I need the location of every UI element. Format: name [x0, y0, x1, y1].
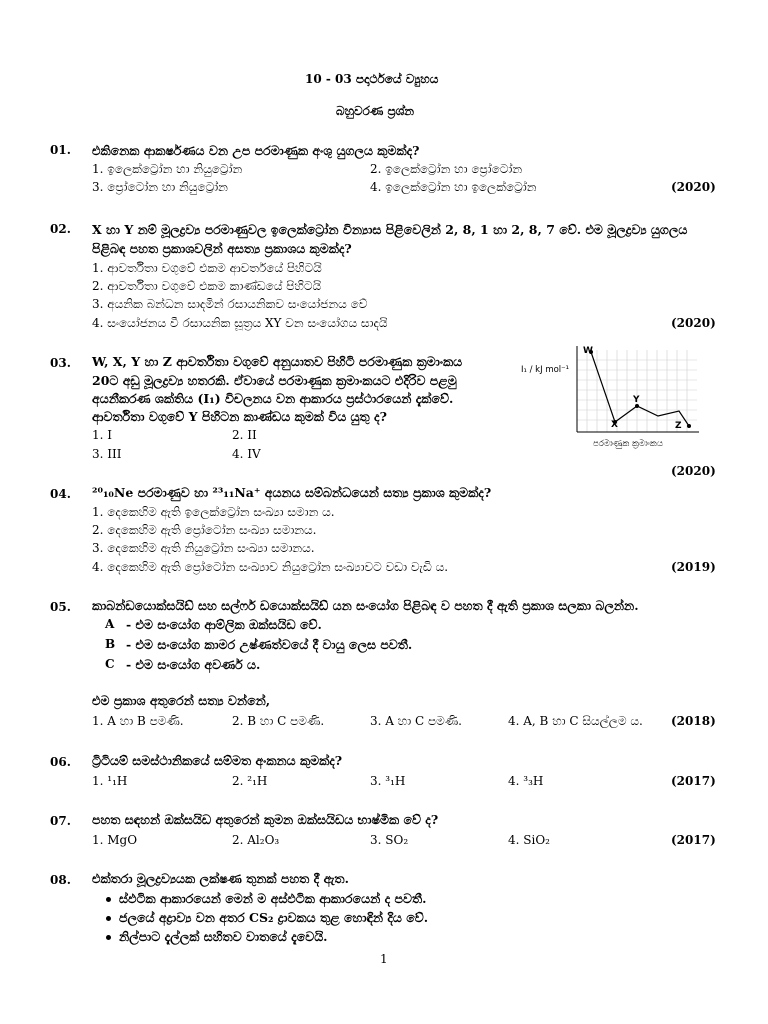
- option-2: 2. Al₂O₃: [232, 833, 280, 847]
- option-2: 2. ඉලෙක්ට්‍රෝන හා ප්‍රෝටෝන: [370, 162, 523, 176]
- question-number: 08.: [50, 873, 71, 887]
- bullet-icon: [106, 897, 111, 902]
- bullet-icon: [106, 916, 111, 921]
- question-text: පහත සඳහන් ඔක්සයිඩ අතුරෙන් කුමන ඔක්සයිඩය භාෂ්මික වේ ද?: [92, 812, 439, 827]
- graph-ylabel: I₁ / kJ mol⁻¹: [521, 365, 570, 375]
- statement-b-text: - එම සංයෝග කාමර උෂ්ණත්වයේ දී වායු ලෙස පවතී.: [126, 637, 413, 652]
- graph-label-x: X: [611, 420, 618, 430]
- statements-prompt: එම ප්‍රකාශ අතුරෙන් සත්‍ය වන්නේ,: [92, 693, 271, 708]
- question-text: එක්තරා මූලද්‍රව්‍යයක ලක්ෂණ තුනක් පහත දී ඇත.: [92, 871, 349, 886]
- statement-a-text: - එම සංයෝග ආම්ලික ඔක්සයිඩ වේ.: [126, 617, 322, 632]
- page-title: 10 - 03 පදාර්ථයේ ව්‍යුහය: [305, 72, 439, 86]
- option-2: 2. II: [232, 428, 257, 442]
- graph-label-w: W: [583, 346, 593, 356]
- option-2: 2. B හා C පමණි.: [232, 714, 325, 728]
- option-4: 4. දෙකෙහිම ඇති ප්‍රෝටෝන සංඛ්‍යාව නියුට්‍රෝන සංඛ්‍යාවට වඩා වැඩි ය.: [92, 560, 449, 574]
- option-1: 1. ඉලෙක්ට්‍රෝන හා නියුට්‍රෝන: [92, 162, 243, 176]
- question-number: 02.: [50, 222, 71, 236]
- page-subtitle: බහුවරණ ප්‍රශ්න: [336, 104, 415, 118]
- statement-c-label: C: [105, 657, 115, 671]
- option-3: 3. දෙකෙහිම ඇති නියුට්‍රෝන සංඛ්‍යා සමානය.: [92, 541, 315, 555]
- graph-line: [591, 352, 689, 426]
- option-1: 1. I: [92, 428, 113, 442]
- question-number: 04.: [50, 487, 71, 501]
- statement-c-text: - එම සංයෝග අවර්ණ ය.: [126, 657, 261, 672]
- question-year: (2017): [671, 774, 716, 788]
- question-text: ට්‍රිටියම් සමස්ථානිකයේ සම්මත අංකනය කුමක්ද?: [92, 753, 343, 768]
- question-number: 05.: [50, 600, 71, 614]
- question-text-line-4: ආවර්තිතා වගුවේ Y පිහිටන කාණ්ඩය කුමක් විය යුතු ද?: [92, 409, 387, 424]
- page-number: 1: [380, 952, 388, 966]
- option-4: 4. SiO₂: [508, 833, 550, 847]
- question-text-line-2: 20ට අඩු මූලද්‍රව්‍ය හතරකි. ඒවායේ පරමාණුක ක්‍රමාංකයට එදිරිව පළමු: [92, 373, 457, 388]
- bullet-item: [106, 929, 328, 945]
- option-4: 4. සංයෝජනය වී රසායනික සූත්‍රය XY වන සංයෝගය සාදයි: [92, 316, 388, 330]
- statement-b-label: B: [105, 637, 116, 651]
- question-text: ²⁰₁₀Ne පරමාණුව හා ²³₁₁Na⁺ අයනය සම්බන්ධයෙන් සත්‍ය ප්‍රකාශ කුමක්ද?: [92, 485, 492, 500]
- question-year: (2020): [671, 464, 716, 478]
- question-text-line-1: X හා Y නම් මූලද්‍රව්‍ය පරමාණුවල ඉලෙක්ට්‍රෝන වින්‍යාස පිළිවෙලින් 2, 8, 1 හා 2, 8, 7 වේ. එම මූලද්‍රව්‍ය යුගලය: [92, 222, 688, 237]
- question-number: 01.: [50, 143, 71, 157]
- option-4: 4. ³₃H: [508, 774, 544, 788]
- graph-point-z: [687, 424, 691, 428]
- question-text: කාබන්ඩයොක්සයිඩ් සහ සල්ෆර් ඩයොක්සයිඩ් යන සංයෝග පිළිබඳ ව පහත දී ඇති ප්‍රකාශ සලකා බලන්න.: [92, 598, 639, 613]
- option-1: 1. ¹₁H: [92, 774, 128, 788]
- question-text: එකිනෙක ආකර්ෂණය වන උප පරමාණුක අංශු යුගලය කුමක්ද?: [92, 143, 420, 158]
- bullet-text: ස්ඵටික ආකාරයෙන් මෙන් ම අස්ඵටික ආකාරයෙන් ද පවතී.: [119, 891, 427, 906]
- question-text-line-1: W, X, Y හා Z ආවර්තිතා වගුවේ අනුයාතව පිහිටි පරමාණුක ක්‍රමාංකය: [92, 354, 463, 369]
- question-year: (2020): [671, 316, 716, 330]
- option-4: 4. IV: [232, 447, 261, 461]
- option-3: 3. SO₂: [370, 833, 409, 847]
- bullet-icon: [106, 935, 111, 940]
- question-number: 07.: [50, 814, 71, 828]
- option-2: 2. ආවර්තිතා වගුවේ එකම කාණ්ඩයේ පිහිටයි: [92, 279, 322, 293]
- option-3: 3. ³₁H: [370, 774, 406, 788]
- statement-a-label: A: [105, 617, 115, 631]
- question-year: (2018): [671, 714, 716, 728]
- option-3: 3. A හා C පමණි.: [370, 714, 462, 728]
- ionization-energy-graph: [515, 342, 705, 452]
- question-text-line-2: පිළිබඳ පහත ප්‍රකාශවලින් අසත්‍ය ප්‍රකාශය කුමක්ද?: [92, 241, 352, 256]
- option-4: 4. ඉලෙක්ට්‍රෝන හා ඉලෙක්ට්‍රෝන: [370, 180, 537, 194]
- graph-label-z: Z: [675, 421, 682, 431]
- option-1: 1. දෙකෙහිම ඇති ඉලෙක්ට්‍රෝන සංඛ්‍යා සමාන ය.: [92, 505, 335, 519]
- option-3: 3. III: [92, 447, 122, 461]
- bullet-text: නිල්පාට දැල්ලක් සහිතව වාතයේ දැවෙයි.: [119, 929, 328, 944]
- graph-label-y: Y: [633, 395, 640, 405]
- question-number: 03.: [50, 356, 71, 370]
- question-text-line-3: අයනීකරණ ශක්තිය (I₁) විචලනය වන ආකාරය ප්‍රස්ථාරයෙන් දැක්වේ.: [92, 391, 454, 406]
- option-4: 4. A, B හා C සියල්ලම ය.: [508, 714, 643, 728]
- question-year: (2017): [671, 833, 716, 847]
- bullet-item: [106, 891, 426, 907]
- option-2: 2. දෙකෙහිම ඇති ප්‍රෝටෝන සංඛ්‍යා සමානය.: [92, 523, 317, 537]
- option-1: 1. MgO: [92, 833, 138, 847]
- option-2: 2. ²₁H: [232, 774, 268, 788]
- bullet-text: ජලයේ අද්‍රාව්‍ය වන අතර CS₂ ද්‍රාවකය තුළ හොඳින් දිය වේ.: [119, 910, 429, 925]
- question-year: (2020): [671, 180, 716, 194]
- option-3: 3. අයනික බන්ධන සාදමින් රසායනිකව සංයෝජනය වේ: [92, 297, 368, 311]
- question-year: (2019): [671, 560, 716, 574]
- bullet-item: [106, 910, 428, 926]
- option-3: 3. ප්‍රෝටෝන හා නියුට්‍රෝන: [92, 180, 228, 194]
- option-1: 1. A හා B පමණි.: [92, 714, 184, 728]
- option-1: 1. ආවර්තිතා වගුවේ එකම ආවර්තයේ පිහිටයි: [92, 261, 322, 275]
- question-number: 06.: [50, 755, 71, 769]
- graph-xlabel: පරමාණුක ක්‍රමාංකය: [593, 439, 663, 449]
